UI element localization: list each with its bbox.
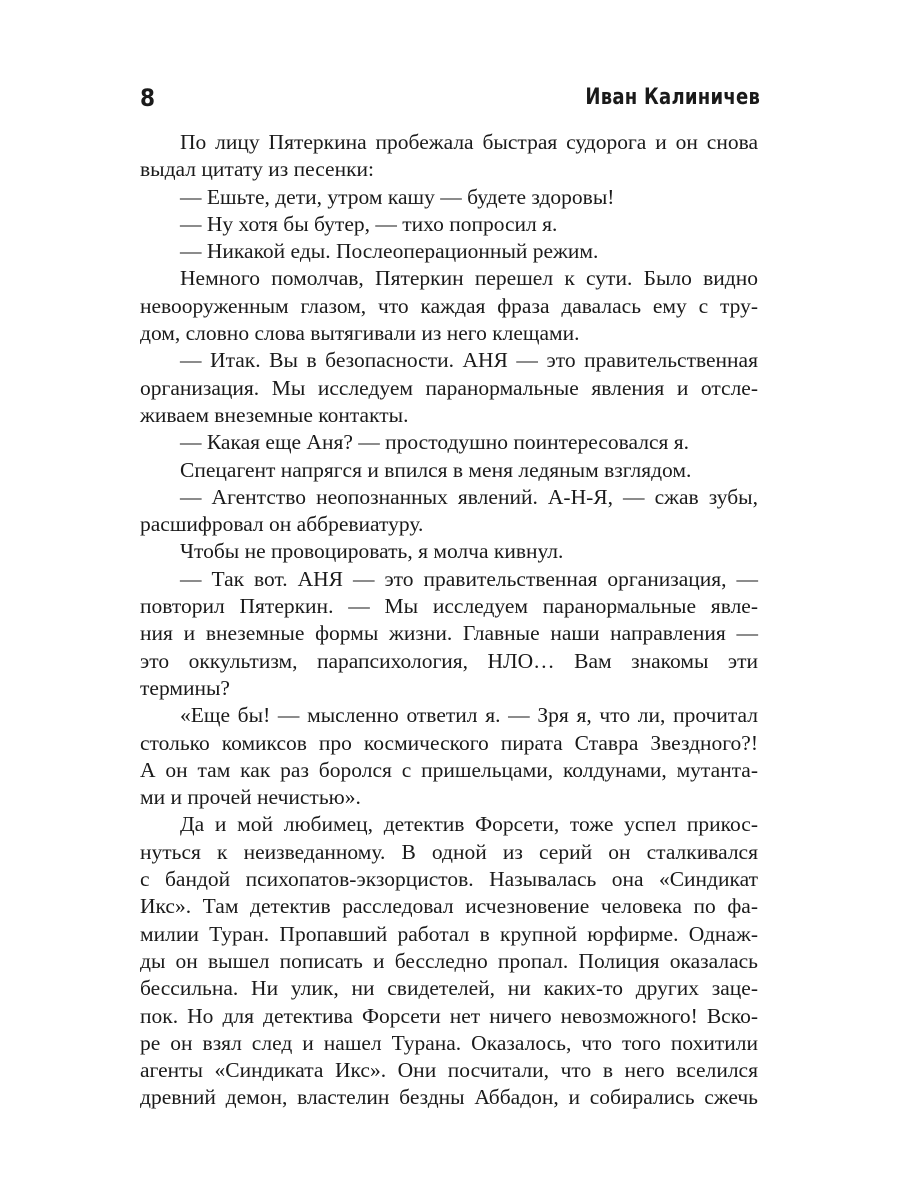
text-line: столько комиксов про космического пирата Ставра Звездного?! bbox=[140, 730, 758, 755]
text-line: древний демон, властелин бездны Аббадон, и собирались сжечь bbox=[140, 1085, 758, 1110]
page-number: 8 bbox=[140, 84, 156, 112]
text-line: с бандой психопатов-экзорцистов. Называлась она «Синдикат bbox=[140, 867, 758, 892]
text-line: По лицу Пятеркина пробежала быстрая судорога и он снова bbox=[180, 130, 758, 154]
text-line: — Агентство неопознанных явлений. А-Н-Я, — сжав зубы, bbox=[180, 484, 758, 509]
text-line: ды он вышел пописать и бесследно пропал. Полиция оказалась bbox=[140, 948, 758, 973]
text-line: — Какая еще Аня? — простодушно поинтересовался я. bbox=[180, 430, 690, 455]
text-line: «Еще бы! — мысленно ответил я. — Зря я, что ли, прочитал bbox=[180, 703, 758, 728]
text-line: расшифровал он аббревиатуру. bbox=[140, 512, 424, 537]
text-line: организация. Мы исследуем паранормальные явления и отсле- bbox=[140, 375, 758, 400]
text-line: — Ешьте, дети, утром кашу — будете здоровы! bbox=[180, 184, 615, 209]
text-line: Икс». Там детектив расследовал исчезновение человека по фа- bbox=[140, 894, 758, 919]
body-text bbox=[140, 129, 758, 1112]
text-line: — Ну хотя бы бутер, — тихо попросил я. bbox=[180, 211, 558, 236]
text-line: невооруженным глазом, что каждая фраза давалась ему с тру- bbox=[140, 293, 758, 318]
text-line: ния и внеземные формы жизни. Главные наши направления — bbox=[140, 621, 758, 646]
text-line: выдал цитату из песенки: bbox=[140, 157, 375, 182]
text-line: А он там как раз боролся с пришельцами, колдунами, мутанта- bbox=[140, 757, 758, 782]
text-line: Немного помолчав, Пятеркин перешел к сути. Было видно bbox=[180, 266, 758, 291]
text-line: Спецагент напрягся и впился в меня ледяным взглядом. bbox=[180, 457, 692, 482]
text-line: нуться к неизведанному. В одной из серий он сталкивался bbox=[140, 839, 758, 864]
text-line: повторил Пятеркин. — Мы исследуем паранормальные явле- bbox=[140, 594, 758, 619]
text-line: это оккультизм, парапсихология, НЛО… Вам знакомы эти bbox=[140, 648, 758, 673]
text-line: термины? bbox=[140, 675, 230, 700]
text-line: агенты «Синдиката Икс». Они посчитали, что в него вселился bbox=[140, 1058, 758, 1083]
text-line: — Никакой еды. Послеоперационный режим. bbox=[180, 239, 599, 264]
text-line: — Итак. Вы в безопасности. АНЯ — это правительственная bbox=[180, 348, 758, 373]
text-line: ми и прочей нечистью». bbox=[140, 785, 361, 810]
text-line: пок. Но для детектива Форсети нет ничего невозможного! Вско- bbox=[140, 1003, 758, 1028]
running-head-author: Иван Калиничев bbox=[585, 85, 760, 110]
text-line: бессильна. Ни улик, ни свидетелей, ни каких-то других заце- bbox=[140, 976, 758, 1001]
text-line: — Так вот. АНЯ — это правительственная организация, — bbox=[180, 566, 758, 591]
text-line: живаем внеземные контакты. bbox=[140, 402, 409, 427]
text-line: ре он взял след и нашел Турана. Оказалось, что того похитили bbox=[140, 1030, 758, 1055]
text-line: милии Туран. Пропавший работал в крупной юрфирме. Однаж- bbox=[140, 921, 758, 946]
text-line: дом, словно слова вытягивали из него клещами. bbox=[140, 321, 580, 346]
text-line: Да и мой любимец, детектив Форсети, тоже успел прикос- bbox=[180, 812, 758, 837]
text-line: Чтобы не провоцировать, я молча кивнул. bbox=[180, 539, 564, 564]
